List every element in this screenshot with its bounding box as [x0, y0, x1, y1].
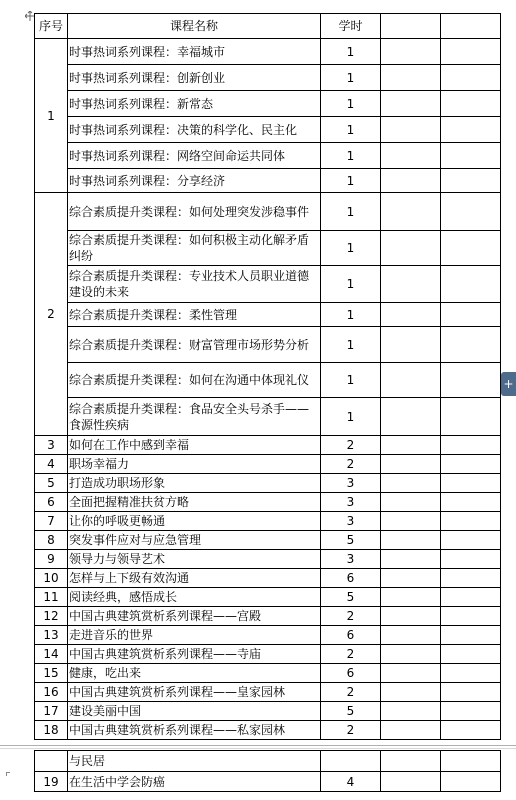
row-number: 7	[35, 512, 68, 531]
course-name: 在生活中学会防癌	[68, 772, 321, 792]
blank-cell	[441, 143, 501, 169]
blank-cell	[381, 721, 441, 740]
header-row	[35, 14, 501, 39]
table-row	[35, 531, 501, 550]
blank-cell	[441, 588, 501, 607]
expand-side-button[interactable]: +	[501, 372, 516, 396]
blank-cell	[441, 550, 501, 569]
blank-cell	[321, 751, 381, 772]
table-row	[35, 721, 501, 740]
course-name: 走进音乐的世界	[68, 626, 321, 645]
course-hours: 1	[321, 65, 381, 91]
table-row	[35, 455, 501, 474]
course-name: 突发事件应对与应急管理	[68, 531, 321, 550]
row-number: 18	[35, 721, 68, 740]
course-hours: 1	[321, 231, 381, 266]
course-hours: 1	[321, 266, 381, 303]
row-number: 3	[35, 436, 68, 455]
course-name: 综合素质提升类课程：专业技术人员职业道德建设的未来	[68, 266, 321, 303]
table-row	[35, 436, 501, 455]
course-hours: 1	[321, 39, 381, 65]
table-row	[35, 550, 501, 569]
course-name: 时事热词系列课程：新常态	[68, 91, 321, 117]
table-row	[35, 39, 501, 65]
blank-cell	[441, 531, 501, 550]
blank-cell	[441, 721, 501, 740]
blank-cell	[381, 143, 441, 169]
blank-cell	[441, 327, 501, 363]
row-number: 6	[35, 493, 68, 512]
blank-cell	[441, 117, 501, 143]
course-hours: 1	[321, 303, 381, 327]
blank-cell	[441, 91, 501, 117]
row-number	[35, 751, 68, 772]
course-name: 综合素质提升类课程：如何处理突发涉稳事件	[68, 193, 321, 231]
course-name: 时事热词系列课程：分享经济	[68, 169, 321, 193]
blank-cell	[381, 303, 441, 327]
course-hours: 6	[321, 664, 381, 683]
table-row	[35, 91, 501, 117]
table-row	[35, 363, 501, 398]
course-hours: 2	[321, 436, 381, 455]
row-number: 2	[35, 193, 68, 436]
blank-cell	[441, 169, 501, 193]
blank-cell	[381, 588, 441, 607]
blank-cell	[441, 39, 501, 65]
course-hours: 5	[321, 702, 381, 721]
table-row	[35, 398, 501, 436]
row-number: 8	[35, 531, 68, 550]
row-number: 9	[35, 550, 68, 569]
table-row	[35, 645, 501, 664]
course-hours: 1	[321, 363, 381, 398]
course-hours: 1	[321, 193, 381, 231]
course-name: 中国古典建筑赏析系列课程——寺庙	[68, 645, 321, 664]
blank-cell	[381, 65, 441, 91]
course-name: 全面把握精准扶贫方略	[68, 493, 321, 512]
course-name: 时事热词系列课程：幸福城市	[68, 39, 321, 65]
blank-cell	[441, 436, 501, 455]
course-hours: 2	[321, 645, 381, 664]
blank-cell	[441, 398, 501, 436]
course-name: 让你的呼吸更畅通	[68, 512, 321, 531]
course-name: 综合素质提升类课程：食品安全头号杀手——食源性疾病	[68, 398, 321, 436]
blank-cell	[441, 363, 501, 398]
table-row	[35, 569, 501, 588]
row-number: 5	[35, 474, 68, 493]
row-number: 15	[35, 664, 68, 683]
blank-cell	[441, 607, 501, 626]
header-hours: 学时	[321, 14, 381, 39]
blank-cell	[441, 751, 501, 772]
table-row	[35, 607, 501, 626]
course-name: 时事热词系列课程：决策的科学化、民主化	[68, 117, 321, 143]
row-number: 19	[35, 772, 68, 792]
table-row	[35, 266, 501, 303]
course-hours: 2	[321, 683, 381, 702]
course-hours: 6	[321, 569, 381, 588]
course-hours: 1	[321, 398, 381, 436]
header-blank	[381, 14, 441, 39]
blank-cell	[381, 117, 441, 143]
course-table	[34, 13, 501, 740]
blank-cell	[381, 645, 441, 664]
blank-cell	[381, 702, 441, 721]
blank-cell	[381, 512, 441, 531]
blank-cell	[381, 626, 441, 645]
course-hours: 1	[321, 327, 381, 363]
table-row	[35, 493, 501, 512]
table-row	[35, 772, 501, 792]
table-row	[35, 231, 501, 266]
blank-cell	[441, 455, 501, 474]
row-number: 11	[35, 588, 68, 607]
course-name: 时事热词系列课程：网络空间命运共同体	[68, 143, 321, 169]
blank-cell	[441, 512, 501, 531]
course-name: 阅读经典，感悟成长	[68, 588, 321, 607]
table-row	[35, 702, 501, 721]
blank-cell	[441, 683, 501, 702]
course-name: 职场幸福力	[68, 455, 321, 474]
row-number: 1	[35, 39, 68, 193]
course-hours: 1	[321, 91, 381, 117]
course-hours: 1	[321, 117, 381, 143]
blank-cell	[381, 169, 441, 193]
course-hours: 1	[321, 169, 381, 193]
course-hours: 5	[321, 588, 381, 607]
course-hours: 3	[321, 474, 381, 493]
continued-row	[35, 751, 501, 772]
blank-cell	[381, 474, 441, 493]
course-hours: 4	[321, 772, 381, 792]
blank-cell	[381, 569, 441, 588]
blank-cell	[441, 645, 501, 664]
table-row	[35, 303, 501, 327]
course-name: 中国古典建筑赏析系列课程——私家园林	[68, 721, 321, 740]
blank-cell	[381, 266, 441, 303]
course-name: 综合素质提升类课程：如何在沟通中体现礼仪	[68, 363, 321, 398]
blank-cell	[441, 626, 501, 645]
blank-cell	[381, 607, 441, 626]
table-row	[35, 474, 501, 493]
course-name: 健康，吃出来	[68, 664, 321, 683]
table-row	[35, 117, 501, 143]
header-name: 课程名称	[68, 14, 321, 39]
course-hours: 6	[321, 626, 381, 645]
table-row	[35, 65, 501, 91]
blank-cell	[381, 664, 441, 683]
course-name: 怎样与上下级有效沟通	[68, 569, 321, 588]
table-row	[35, 588, 501, 607]
table-row	[35, 169, 501, 193]
course-table-continued	[34, 750, 501, 792]
table-row	[35, 327, 501, 363]
row-number: 13	[35, 626, 68, 645]
course-hours: 1	[321, 143, 381, 169]
header-no: 序号	[35, 14, 68, 39]
blank-cell	[441, 193, 501, 231]
table-row	[35, 626, 501, 645]
course-hours: 3	[321, 512, 381, 531]
blank-cell	[441, 266, 501, 303]
row-number: 17	[35, 702, 68, 721]
blank-cell	[381, 436, 441, 455]
blank-cell	[441, 231, 501, 266]
blank-cell	[381, 531, 441, 550]
table-row	[35, 512, 501, 531]
row-number: 10	[35, 569, 68, 588]
blank-cell	[381, 550, 441, 569]
course-hours: 2	[321, 455, 381, 474]
row-number: 16	[35, 683, 68, 702]
row-number: 4	[35, 455, 68, 474]
table-row	[35, 683, 501, 702]
blank-cell	[441, 772, 501, 792]
table-row	[35, 193, 501, 231]
blank-cell	[381, 193, 441, 231]
page-break-divider	[0, 745, 516, 749]
course-name: 中国古典建筑赏析系列课程——宫殿	[68, 607, 321, 626]
course-name: 综合素质提升类课程：财富管理市场形势分析	[68, 327, 321, 363]
blank-cell	[441, 493, 501, 512]
blank-cell	[381, 327, 441, 363]
blank-cell	[381, 91, 441, 117]
course-hours: 2	[321, 607, 381, 626]
row-number: 12	[35, 607, 68, 626]
course-name-continued: 与民居	[68, 751, 321, 772]
course-name: 打造成功职场形象	[68, 474, 321, 493]
table-row	[35, 664, 501, 683]
header-blank	[441, 14, 501, 39]
blank-cell	[381, 39, 441, 65]
course-name: 综合素质提升类课程：如何积极主动化解矛盾纠纷	[68, 231, 321, 266]
blank-cell	[381, 455, 441, 474]
course-name: 中国古典建筑赏析系列课程——皇家园林	[68, 683, 321, 702]
blank-cell	[381, 683, 441, 702]
blank-cell	[441, 303, 501, 327]
course-name: 领导力与领导艺术	[68, 550, 321, 569]
blank-cell	[441, 474, 501, 493]
margin-mark	[6, 772, 10, 776]
blank-cell	[381, 398, 441, 436]
course-name: 综合素质提升类课程：柔性管理	[68, 303, 321, 327]
course-name: 建设美丽中国	[68, 702, 321, 721]
blank-cell	[441, 702, 501, 721]
blank-cell	[441, 65, 501, 91]
blank-cell	[381, 751, 441, 772]
blank-cell	[441, 664, 501, 683]
table-row	[35, 143, 501, 169]
row-number: 14	[35, 645, 68, 664]
course-hours: 3	[321, 550, 381, 569]
course-hours: 3	[321, 493, 381, 512]
course-hours: 2	[321, 721, 381, 740]
blank-cell	[381, 493, 441, 512]
course-name: 如何在工作中感到幸福	[68, 436, 321, 455]
course-name: 时事热词系列课程：创新创业	[68, 65, 321, 91]
blank-cell	[381, 363, 441, 398]
blank-cell	[381, 231, 441, 266]
course-hours: 5	[321, 531, 381, 550]
blank-cell	[381, 772, 441, 792]
blank-cell	[441, 569, 501, 588]
